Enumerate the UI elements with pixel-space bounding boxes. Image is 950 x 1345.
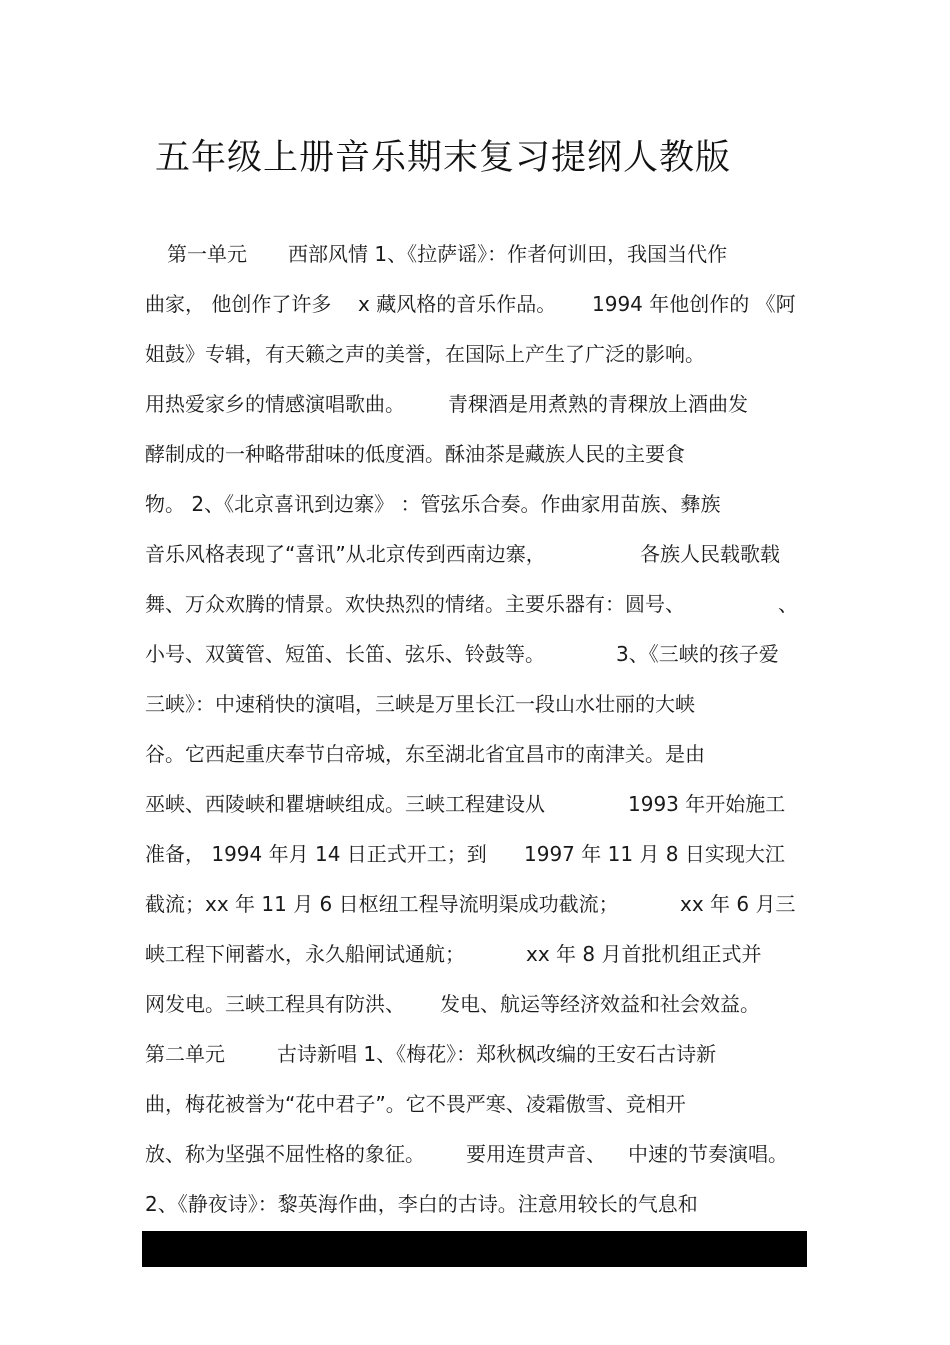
text-segment: 准备， 1994 年月 14 日正式开工；到 xyxy=(145,842,487,866)
redaction-bar xyxy=(142,1231,807,1267)
text-segment: 1997 年 11 月 8 日实现大江 xyxy=(524,842,785,866)
text-segment: xx 年 6 月三 xyxy=(680,892,796,916)
text-segment: 放、称为坚强不屈性格的象征。 xyxy=(145,1142,425,1166)
text-segment: xx 年 8 月首批机组正式并 xyxy=(526,942,762,966)
text-segment: 第二单元 xyxy=(145,1042,225,1066)
text-segment: 曲家， 他创作了许多 xyxy=(145,292,332,316)
text-segment: 西部风情 1、《拉萨谣》：作者何训田，我国当代作 xyxy=(288,242,728,266)
text-segment: 网发电。三峡工程具有防洪、 xyxy=(145,992,405,1016)
text-segment: 1994 年他创作的 《阿 xyxy=(592,292,796,316)
page-title: 五年级上册音乐期末复习提纲人教版 xyxy=(155,138,732,178)
text-segment: 峡工程下闸蓄水，永久船闸试通航； xyxy=(145,942,465,966)
text-segment: 2、《静夜诗》：黎英海作曲，李白的古诗。注意用较长的气息和 xyxy=(145,1192,698,1216)
text-segment: 各族人民载歌载 xyxy=(640,542,780,566)
text-segment: 酵制成的一种略带甜味的低度酒。酥油茶是藏族人民的主要食 xyxy=(145,442,685,466)
text-segment: 、 xyxy=(778,592,798,616)
text-segment: 要用连贯声音、 xyxy=(466,1142,606,1166)
text-segment: 古诗新唱 1、《梅花》：郑秋枫改编的王安石古诗新 xyxy=(277,1042,717,1066)
text-segment: 小号、双簧管、短笛、长笛、弦乐、铃鼓等。 xyxy=(145,642,545,666)
text-segment: 3、《三峡的孩子爱 xyxy=(616,642,779,666)
text-segment: x 藏风格的音乐作品。 xyxy=(358,292,557,316)
text-segment: 用热爱家乡的情感演唱歌曲。 xyxy=(145,392,405,416)
text-segment: 物。 2、《北京喜讯到边寨》 ：管弦乐合奏。作曲家用苗族、彝族 xyxy=(145,492,721,516)
text-segment: 发电、航运等经济效益和社会效益。 xyxy=(440,992,760,1016)
text-segment: 青稞酒是用煮熟的青稞放上酒曲发 xyxy=(448,392,748,416)
text-segment: 姐鼓》专辑，有天籁之声的美誉，在国际上产生了广泛的影响。 xyxy=(145,342,705,366)
text-segment: 第一单元 xyxy=(167,242,247,266)
text-segment: 曲，梅花被誉为“花中君子”。它不畏严寒、凌霜傲雪、竞相开 xyxy=(145,1092,686,1116)
text-segment: 巫峡、西陵峡和瞿塘峡组成。三峡工程建设从 xyxy=(145,792,545,816)
text-segment: 舞、万众欢腾的情景。欢快热烈的情绪。主要乐器有：圆号、 xyxy=(145,592,685,616)
text-segment: 三峡》：中速稍快的演唱，三峡是万里长江一段山水壮丽的大峡 xyxy=(145,692,695,716)
text-segment: 谷。它西起重庆奉节白帝城，东至湖北省宜昌市的南津关。是由 xyxy=(145,742,705,766)
text-segment: 音乐风格表现了“喜讯”从北京传到西南边寨， xyxy=(145,542,546,566)
text-segment: 截流；xx 年 11 月 6 日枢纽工程导流明渠成功截流； xyxy=(145,892,619,916)
text-segment: 中速的节奏演唱。 xyxy=(628,1142,788,1166)
text-segment: 1993 年开始施工 xyxy=(628,792,786,816)
